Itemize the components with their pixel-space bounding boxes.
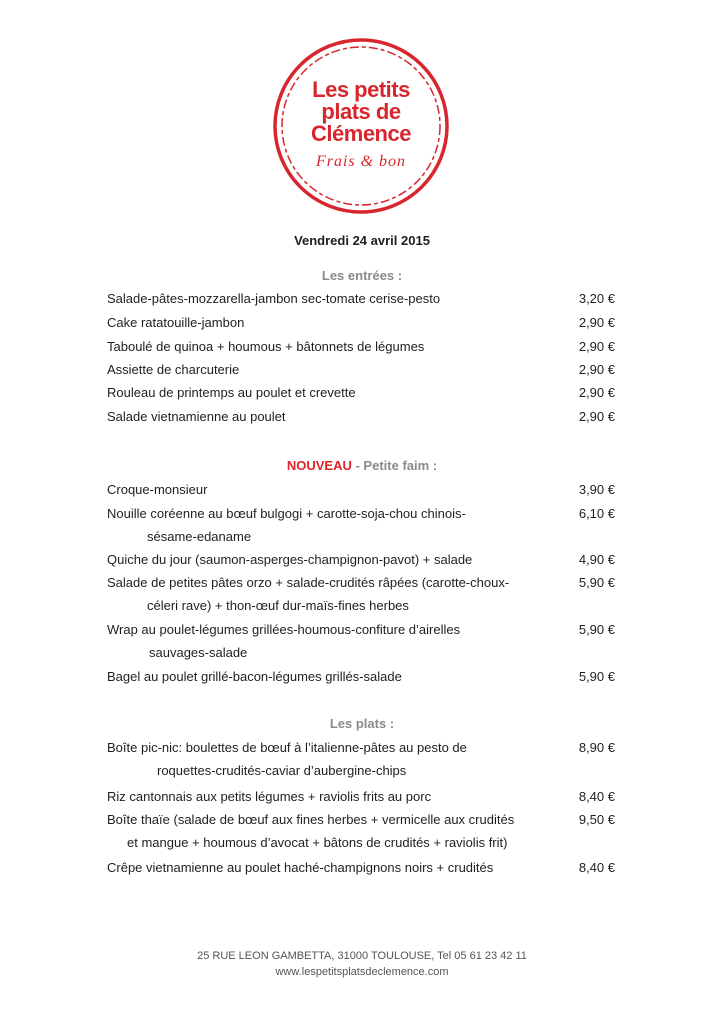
menu-item [107,381,615,404]
item-name: Salade de petites pâtes orzo + salade-crudités râpées (carotte-choux- [107,575,510,590]
menu-item [107,785,615,808]
item-name: Bagel au poulet grillé-bacon-légumes grillés-salade [107,669,402,684]
item-name-continued: céleri rave) + thon-œuf dur-maïs-fines herbes [147,598,409,613]
section-title-petite-faim [0,458,724,473]
new-badge: NOUVEAU [286,458,352,473]
item-name: Nouille coréenne au bœuf bulgogi + carotte-soja-chou chinois- [107,506,466,521]
menu-item [107,618,615,664]
item-name: Wrap au poulet-légumes grillées-houmous-confiture d’airelles [107,622,461,637]
item-name: Boîte pic-nic: boulettes de bœuf à l’italienne-pâtes au pesto de [107,740,467,755]
menu-date: Vendredi 24 avril 2015 [294,233,430,248]
item-price: 8,40 € [578,789,615,804]
footer-address: 25 RUE LEON GAMBETTA, 31000 TOULOUSE, Tel 05 61 23 42 11 [197,950,527,962]
item-price: 8,90 € [578,740,615,755]
menu-item [107,736,615,782]
menu-item [107,808,615,854]
item-price: 8,40 € [578,860,615,875]
logo-line-3: Clémence [311,121,411,146]
item-name-continued: sésame-edaname [147,529,252,544]
item-name: Cake ratatouille-jambon [107,315,245,330]
menu-item [107,856,615,879]
item-name-continued: sauvages-salade [149,645,248,660]
menu-item [107,571,615,617]
menu-item [107,358,615,381]
footer-website[interactable]: www.lespetitsplatsdeclemence.com [275,966,449,978]
item-name: Salade vietnamienne au poulet [107,409,286,424]
logo-line-2: plats de [321,99,401,124]
menu-item [107,548,615,571]
menu-item [107,405,615,428]
item-price: 5,90 € [578,669,615,684]
item-price: 4,90 € [578,552,615,567]
item-price: 2,90 € [578,385,615,400]
item-price: 3,90 € [578,482,615,497]
menu-item [107,478,615,501]
item-price: 2,90 € [578,362,615,377]
item-price: 5,90 € [578,575,615,590]
item-price: 9,50 € [578,812,615,827]
menu-item [107,311,615,334]
item-name: Taboulé de quinoa + houmous + bâtonnets de légumes [107,339,425,354]
item-name: Boîte thaïe (salade de bœuf aux fines herbes + vermicelle aux crudités [107,812,515,827]
menu-item [107,287,615,310]
item-name-continued: roquettes-crudités-caviar d’aubergine-chips [157,763,407,778]
item-price: 2,90 € [578,315,615,330]
item-name: Croque-monsieur [107,482,208,497]
section-title-plats: Les plats : [329,716,395,731]
item-price: 2,90 € [578,339,615,354]
item-name: Quiche du jour (saumon-asperges-champignon-pavot) + salade [107,552,473,567]
logo-tagline: Frais & bon [315,153,407,170]
item-name: Assiette de charcuterie [107,362,240,377]
item-price: 6,10 € [578,506,615,521]
item-price: 3,20 € [578,291,615,306]
menu-item [107,335,615,358]
menu-item [107,665,615,688]
item-name-continued: et mangue + houmous d’avocat + bâtons de crudités + raviolis frit) [127,835,508,850]
logo-line-1: Les petits [312,77,410,102]
menu-item [107,502,615,548]
item-name: Rouleau de printemps au poulet et crevette [107,385,356,400]
section-title-petite-faim-label: - Petite faim : [351,458,438,473]
item-name: Salade-pâtes-mozzarella-jambon sec-tomate cerise-pesto [107,291,441,306]
item-price: 5,90 € [578,622,615,637]
item-name: Riz cantonnais aux petits légumes + raviolis frits au porc [107,789,432,804]
section-title-entrees: Les entrées : [321,268,403,283]
logo-title [270,79,452,145]
logo-stamp [270,35,452,217]
item-name: Crêpe vietnamienne au poulet haché-champignons noirs + crudités [107,860,494,875]
item-price: 2,90 € [578,409,615,424]
